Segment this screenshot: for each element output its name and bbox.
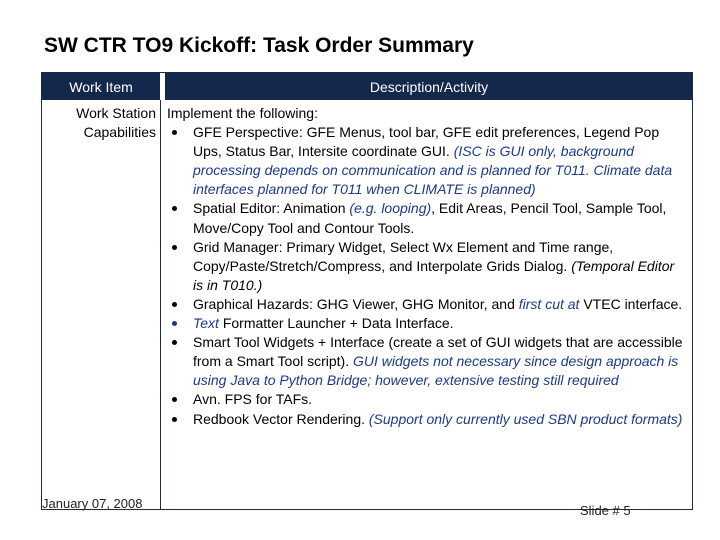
task-order-table (41, 72, 693, 510)
list-item (167, 390, 687, 409)
item-text: Avn. FPS for TAFs. (193, 391, 313, 408)
header-description: Description/Activity (369, 79, 489, 95)
bullet-icon (172, 302, 177, 307)
item-text-tail: Formatter Launcher + Data Interface. (222, 315, 454, 332)
item-text: Smart Tool Widgets + Interface (create a set of GUI widgets that are accessible from a Smart Tool script). (193, 334, 683, 370)
bullet-icon (172, 397, 177, 402)
list-item (167, 314, 687, 333)
item-text: Graphical Hazards: GHG Viewer, GHG Monitor, and (193, 295, 515, 312)
item-text: GFE Perspective: GFE Menus, tool bar, GFE edit preferences, Legend Pop Ups, Status Bar, Intersite coordinate GUI. (193, 124, 660, 160)
item-note: (Temporal Editor is in T010.) (193, 257, 675, 293)
bullet-icon (172, 340, 177, 345)
item-emphasis: Text (193, 315, 219, 332)
activity-list (167, 123, 687, 429)
item-text: Redbook Vector Rendering. (193, 410, 365, 427)
list-item (167, 238, 687, 295)
footer-date: January 07, 2008 (42, 496, 143, 511)
list-item (167, 123, 687, 199)
bullet-icon (172, 206, 177, 211)
list-item (167, 295, 687, 314)
header-divider (160, 73, 165, 100)
item-text-tail: , Edit Areas, Pencil Tool, Sample Tool, Move/Copy Tool and Contour Tools. (193, 200, 667, 236)
header-work-item: Work Item (69, 79, 133, 95)
bullet-icon (172, 321, 177, 326)
list-item (167, 333, 687, 390)
item-note: (Support only currently used SBN product formats) (368, 410, 683, 427)
slide-number: Slide # 5 (580, 503, 631, 518)
item-text: Grid Manager: Primary Widget, Select Wx Element and Time range, Copy/Paste/Stretch/Compress, and Interpolate Grids Dialog. (193, 238, 614, 274)
bullet-icon (172, 417, 177, 422)
work-item-cell: Work Station Capabilities (76, 105, 156, 140)
list-item (167, 410, 687, 429)
table-header-row (42, 73, 692, 100)
list-item (167, 199, 687, 237)
intro-text: Implement the following: (167, 105, 318, 121)
bullet-icon (172, 245, 177, 250)
item-text: Spatial Editor: Animation (193, 200, 346, 217)
item-emphasis: (e.g. looping) (349, 200, 432, 217)
item-emphasis: first cut at (518, 295, 580, 312)
item-note: GUI widgets not necessary since design approach is using Java to Python Bridge; however, extensive testing still required (193, 353, 679, 389)
item-text-tail: VTEC interface. (583, 295, 683, 312)
description-cell (167, 104, 687, 429)
slide-title: SW CTR TO9 Kickoff: Task Order Summary (44, 34, 474, 57)
column-divider (160, 100, 161, 509)
item-note: (ISC is GUI only, background processing depends on communication and is planned for T011. Climate data interfaces planned for T011 when CLIMATE is planned) (193, 143, 673, 198)
bullet-icon (172, 130, 177, 135)
